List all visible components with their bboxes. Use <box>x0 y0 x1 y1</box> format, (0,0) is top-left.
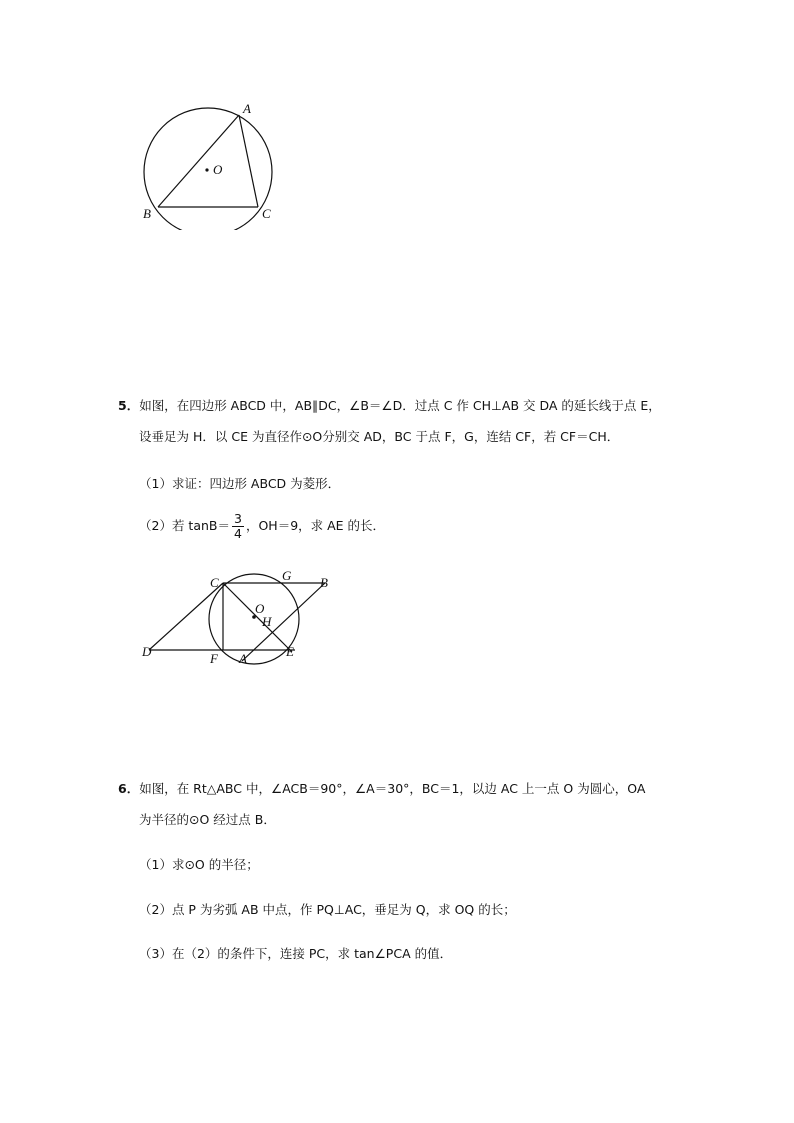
q6-text-line1: 如图，在 Rt△ABC 中，∠ACB＝90°，∠A＝30°，BC＝1，以边 AC 上一点 O 为圆心，OA <box>139 781 646 796</box>
q6-part2 <box>139 900 516 918</box>
label-e: E <box>286 644 294 659</box>
label-f: F <box>210 651 218 666</box>
fraction-3-4 <box>232 512 244 541</box>
label-h: H <box>262 614 272 629</box>
label-g: G <box>282 568 292 583</box>
q6-part3 <box>139 944 452 962</box>
q5-text-line1: 如图，在四边形 ABCD 中，AB∥DC，∠B＝∠D．过点 C 作 CH⊥AB 交 DA 的延长线于点 E， <box>139 398 661 413</box>
q6-part1 <box>139 855 259 873</box>
q5-line2 <box>139 427 619 445</box>
fraction-numerator: 3 <box>234 511 242 526</box>
q5-part2 <box>139 512 385 541</box>
label-c: C <box>262 206 271 221</box>
q6-text-line2: 为半径的⊙O 经过点 B． <box>139 812 276 827</box>
q6-part3-text: （3）在（2）的条件下，连接 PC，求 tan∠PCA 的值． <box>139 946 453 961</box>
q6-line1 <box>118 779 645 797</box>
label-c: C <box>210 575 219 590</box>
center-point <box>205 168 208 171</box>
q5-number: 5． <box>118 398 140 413</box>
label-b: B <box>320 575 328 590</box>
segment-ab <box>242 583 325 661</box>
label-b: B <box>143 206 151 221</box>
fraction-denominator: 4 <box>234 525 242 541</box>
segment-dc <box>149 583 223 650</box>
q6-part1-text: （1）求⊙O 的半径； <box>139 857 259 872</box>
label-d: D <box>142 644 152 659</box>
figure-rhombus-circle <box>135 565 350 670</box>
q5-part1 <box>139 474 340 492</box>
q5-part2-post: ，OH＝9，求 AE 的长． <box>245 517 386 533</box>
label-a: A <box>239 651 247 666</box>
q5-part2-pre: （2）若 tanB＝ <box>139 517 230 533</box>
q6-line2 <box>139 810 276 828</box>
label-o: O <box>213 162 223 177</box>
q6-number: 6． <box>118 781 140 796</box>
q5-part1-text: （1）求证：四边形 ABCD 为菱形． <box>139 476 341 491</box>
figure-circle-triangle <box>130 95 300 230</box>
label-o: O <box>255 601 265 616</box>
q6-part2-text: （2）点 P 为劣弧 AB 中点，作 PQ⊥AC，垂足为 Q，求 OQ 的长； <box>139 902 516 917</box>
segment-ab <box>158 115 239 207</box>
q5-line1 <box>118 396 661 414</box>
q5-text-line2: 设垂足为 H．以 CE 为直径作⊙O分别交 AD，BC 于点 F，G，连结 CF，若 CF＝CH． <box>139 429 620 444</box>
segment-ce <box>223 583 292 652</box>
label-a: A <box>243 101 251 116</box>
